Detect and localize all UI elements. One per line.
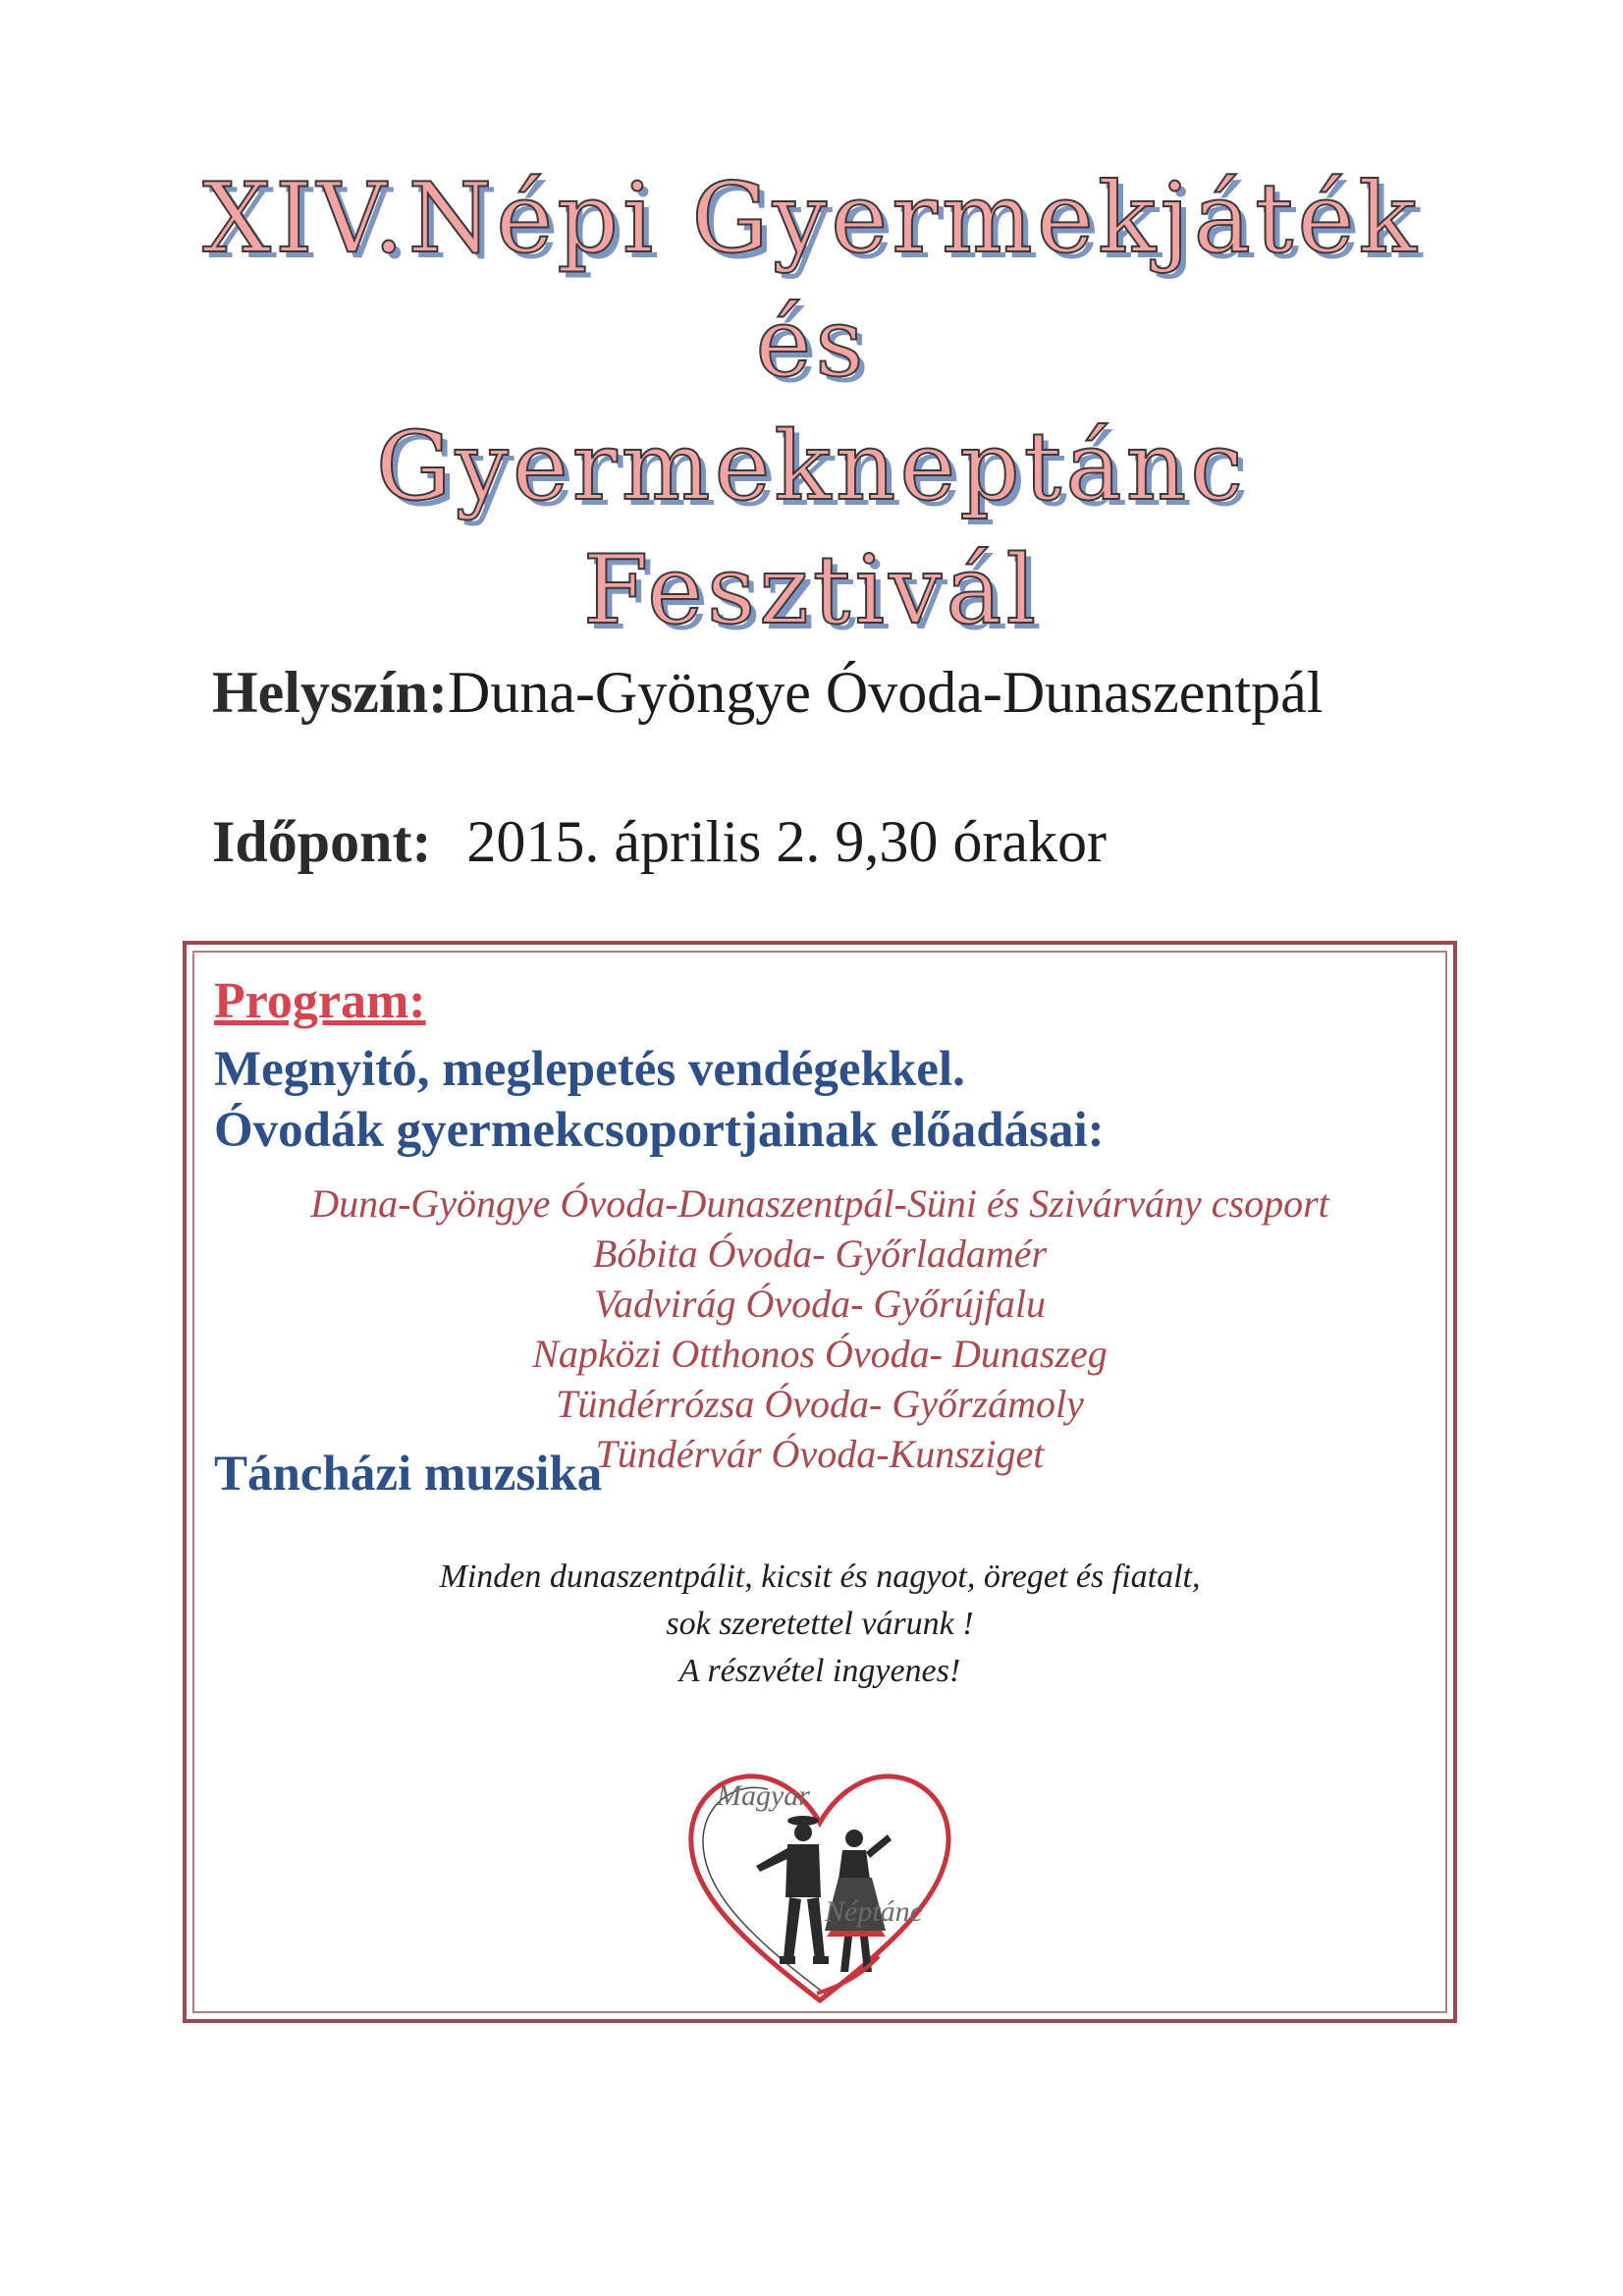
group-item: Napközi Otthonos Óvoda- Dunaszeg [532, 1332, 1108, 1376]
logo-word-magyar: Magyar [717, 1779, 810, 1812]
location-row [212, 658, 1323, 727]
title-line-4: Fesztivál [582, 535, 1041, 645]
title-line-3: Gyermekneptánc [375, 411, 1248, 521]
festival-title [0, 157, 1623, 652]
time-label: Időpont: [212, 809, 432, 874]
invite-line: Minden dunaszentpálit, kicsit és nagyot, öreget és fiatalt, [439, 1558, 1201, 1595]
group-list [187, 1178, 1453, 1479]
program-opening: Megnyitó, meglepetés vendégekkel. [214, 1042, 965, 1097]
location-label: Helyszín: [212, 660, 448, 725]
group-item: Bóbita Óvoda- Győrladamér [592, 1231, 1048, 1276]
invite-line: A részvétel ingyenes! [678, 1653, 961, 1689]
group-item: Duna-Gyöngye Óvoda-Dunaszentpál-Süni és Szivárvány csoport [310, 1181, 1329, 1226]
location-value: Duna-Gyöngye Óvoda-Dunaszentpál [447, 660, 1324, 725]
program-dance-house: Táncházi muzsika [214, 1447, 603, 1502]
program-performances-heading: Óvodák gyermekcsoportjainak előadásai: [214, 1103, 1105, 1158]
program-heading: Program: [214, 973, 426, 1029]
invitation-text [187, 1554, 1453, 1695]
program-box [183, 941, 1457, 2023]
group-item: Vadvirág Óvoda- Győrújfalu [594, 1282, 1046, 1326]
group-item: Tündérvár Óvoda-Kunsziget [595, 1432, 1045, 1476]
group-item: Tündérrózsa Óvoda- Győrzámoly [556, 1382, 1084, 1426]
invite-line: sok szeretettel várunk ! [666, 1606, 974, 1642]
magyar-neptanc-logo [677, 1750, 962, 2015]
time-value: 2015. április 2. 9,30 órakor [466, 809, 1107, 874]
time-row [212, 807, 1107, 876]
heart-dancers-icon [677, 1750, 962, 2015]
logo-word-neptanc: Néptánc [825, 1895, 923, 1928]
title-line-1: XIV.Népi Gyermekjáték [202, 163, 1421, 275]
title-line-2: és [755, 288, 868, 398]
